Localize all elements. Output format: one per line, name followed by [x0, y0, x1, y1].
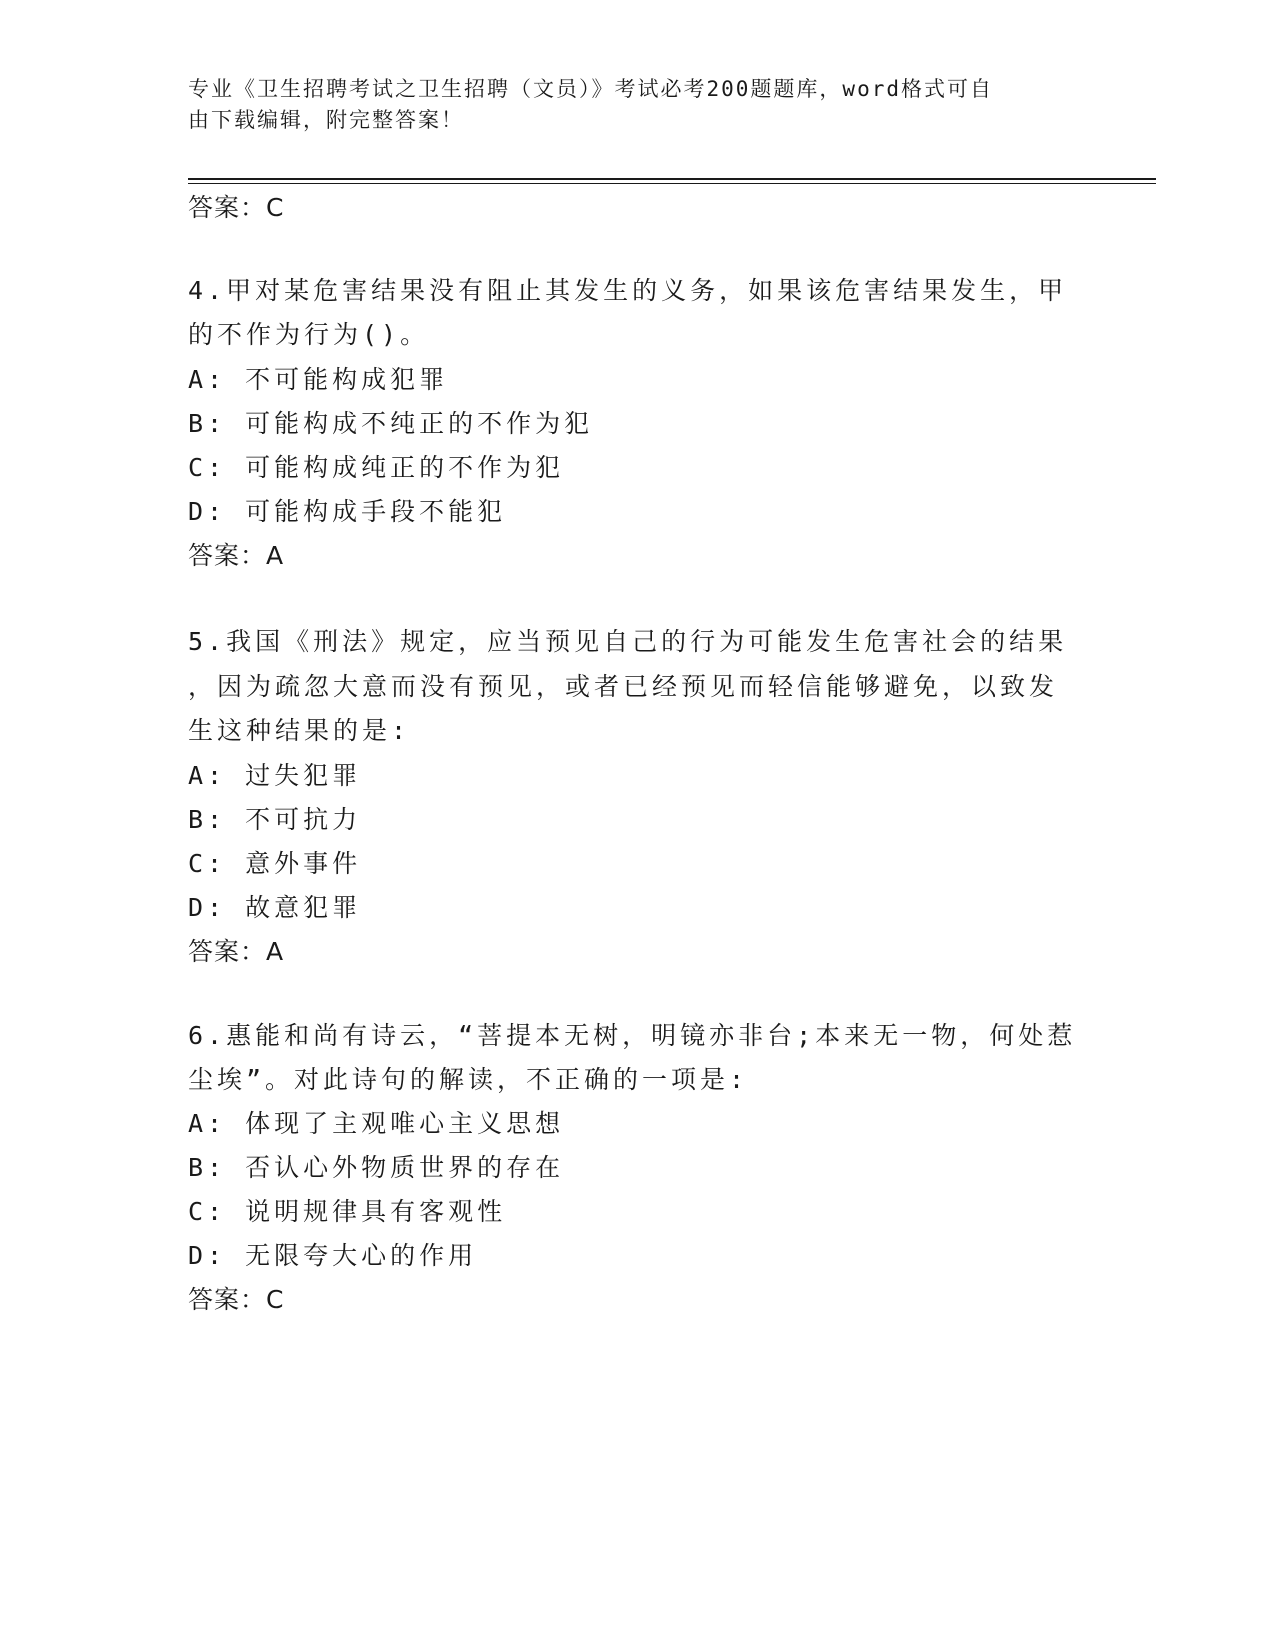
question-6-option-a: A: 体现了主观唯心主义思想 [188, 1109, 565, 1138]
question-5-option-c: C: 意外事件 [188, 849, 362, 878]
header-divider-thick [188, 178, 1156, 180]
question-5-option-b: B: 不可抗力 [188, 805, 362, 834]
question-6-stem-line-1: 6.惠能和尚有诗云，“菩提本无树，明镜亦非台;本来无一物，何处惹 [188, 1021, 1077, 1050]
header-divider-thin [188, 183, 1156, 184]
question-4-option-a: A: 不可能构成犯罪 [188, 365, 449, 394]
question-5-option-a: A: 过失犯罪 [188, 761, 362, 790]
question-6-stem-line-2: 尘埃”。对此诗句的解读，不正确的一项是: [188, 1065, 749, 1094]
previous-answer: 答案：C [188, 193, 285, 222]
question-5-stem-line-2: ，因为疏忽大意而没有预见，或者已经预见而轻信能够避免，以致发 [188, 672, 1059, 701]
header-line-2: 由下载编辑，附完整答案！ [188, 108, 464, 132]
question-6-answer: 答案：C [188, 1285, 285, 1314]
question-4-stem-line-1: 4.甲对某危害结果没有阻止其发生的义务，如果该危害结果发生，甲 [188, 276, 1068, 305]
question-4-option-b: B: 可能构成不纯正的不作为犯 [188, 409, 594, 438]
header-line-1: 专业《卫生招聘考试之卫生招聘（文员）》考试必考200题题库，word格式可自 [188, 77, 993, 101]
question-6-option-c: C: 说明规律具有客观性 [188, 1197, 507, 1226]
question-4-answer: 答案：A [188, 541, 285, 570]
question-4-option-c: C: 可能构成纯正的不作为犯 [188, 453, 565, 482]
question-4-stem-line-2: 的不作为行为()。 [188, 320, 430, 349]
question-4-option-d: D: 可能构成手段不能犯 [188, 497, 507, 526]
question-5-answer: 答案：A [188, 937, 285, 966]
question-5-stem-line-3: 生这种结果的是: [188, 716, 411, 745]
question-5-option-d: D: 故意犯罪 [188, 893, 362, 922]
question-6-option-d: D: 无限夸大心的作用 [188, 1241, 478, 1270]
question-5-stem-line-1: 5.我国《刑法》规定，应当预见自己的行为可能发生危害社会的结果 [188, 627, 1068, 656]
question-6-option-b: B: 否认心外物质世界的存在 [188, 1153, 565, 1182]
document-header [188, 74, 1068, 136]
